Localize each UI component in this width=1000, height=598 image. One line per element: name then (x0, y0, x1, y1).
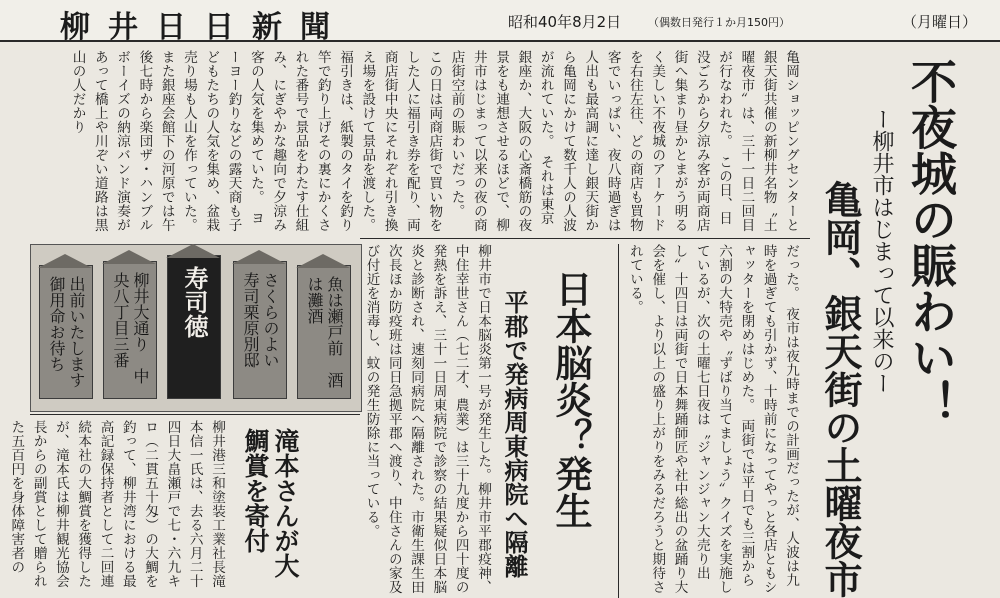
signboard-photo (30, 244, 362, 412)
signboard: 柳井大通り 中央八丁目三番 (103, 261, 157, 399)
issue-date: 昭和40年8月2日 (508, 13, 622, 31)
main-article-continuation: だった。 夜市は夜九時までの計画だったが、人波は九時を過ぎても引かず、十時前になってやっと各店ともシャッターを閉めはじめた。 両街では平日でも三割から六割の大特売や〝ずばり当てましょう〟クイズを実施しているが、次の土曜七日夜は〝ジャンジャン大売り出し〟十四日は両街で日本舞踊師匠や社中総出の盆踊り大会を催し、より以上の盛り上がりをみるだろうと期待されている。 (626, 244, 799, 594)
main-headline-2: 亀岡、銀天街の土曜夜市 (818, 180, 863, 598)
main-subhead: ー柳井市はじまって以来のー (869, 108, 894, 394)
divider (618, 244, 619, 598)
encephalitis-headline: 日本脳炎？発生 (549, 270, 593, 529)
signboard: 魚は瀬戸前 酒は灘酒 (297, 265, 351, 399)
takimoto-body: 柳井港三和塗装工業社長滝本信一氏は、去る六月二十四日大畠瀬戸で七・六九キロ（二貫五十匁）の大鯛を釣って、柳井湾における最高記録保持者として二回連続本社の大鯛賞を獲得したが、滝本氏は柳井観光協会長からの副賞として贈られた五百円を身体障害者の (8, 420, 225, 588)
main-headline: 不夜城の賑わい！ (904, 58, 958, 426)
takimoto-headline: 滝本さんが大鯛賞を寄付 (241, 428, 300, 578)
encephalitis-subhead: 平郡で発病周東病院へ隔離 (500, 290, 528, 578)
masthead (0, 0, 1000, 45)
publication-frequency: （偶数日発行１か月150円） (648, 16, 790, 29)
encephalitis-body: 柳井市で日本脳炎第一号が発生した。柳井市平郡疫神、中住幸世さん（七二才、農業）は三十九度から四十度の発熱を訴え、三十一日周東病院で診察の結果疑似日本脳炎と診断され、速刻同病院へ隔離された。市衛生課生田次長ほか防疫班は同日急拠平郡へ渡り、中住さんの家及び付近を消毒し、蚊の発生防除に当っている。 (363, 244, 491, 594)
issue-weekday: （月曜日） (902, 13, 978, 31)
signboard-main: 寿司徳 (167, 255, 221, 399)
signboard: さくらのよい 寿司栗原別邸 (233, 261, 287, 399)
divider (360, 238, 810, 239)
main-article-body: 亀岡ショッピングセンターと銀天街共催の新柳井名物〝土曜夜市〟は、三十一日二回目が行なわれた。 この日、日没ごろから夕涼み客が両商店街へ集まり昼かとまがう明るく美しい不夜城のアーケードを右往左往、どの商店も買物客でいっぱい、夜八時過ぎは人出も最高調に達し銀天街から亀岡にかけて数千人の人波が流れていた。 それは東京銀座か、大阪の心斎橋筋の夜景をも連想させるほどで、柳井市はじまって以来の夜の商店街空前の賑わいだった。 この日は両商店街で買い物をした人に福引き券を配り、両商店街中央にそれぞれ引き換え場を設けて景品を渡した。福引きは、紙製のタイを釣り竿で釣り上げその裏にかくされた番号で景品をわたす仕組み、にぎやかな趣向で夕涼み客の人気を集めていた。 ヨーヨー釣りなどの露天商も子どもたちの人気を集め、盆栽売り場も人山を作っていた。 また銀座会館下の河原では午後七時から楽団ザ・ハンブルボーイズの納涼バンド演奏があって橋上や川ぞい道路は黒山の人だかり (69, 50, 799, 240)
divider (30, 414, 360, 415)
signboard: 出前いたします 御用命お待ち (39, 265, 93, 399)
newspaper-name: 柳井日日新聞 (60, 10, 348, 45)
